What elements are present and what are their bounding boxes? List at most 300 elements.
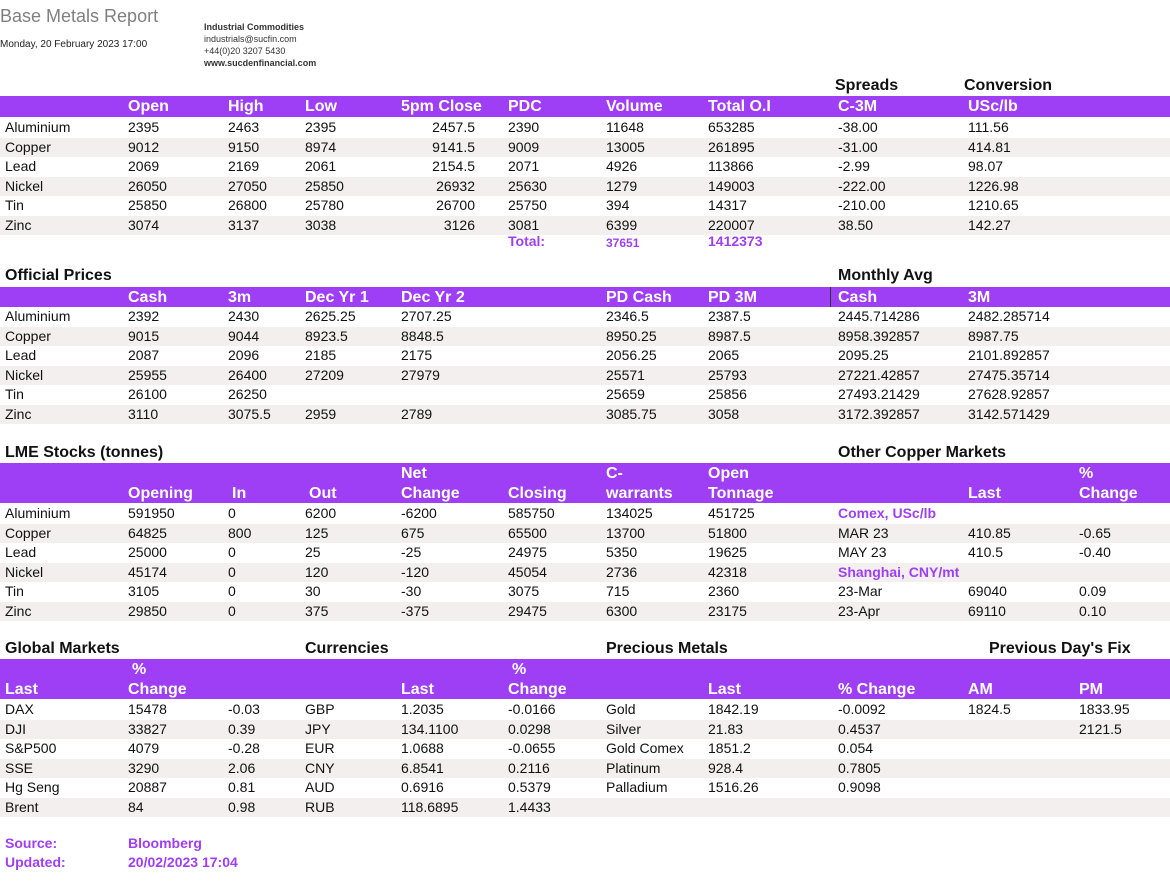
- table-row: [0, 366, 1170, 386]
- c3m-value: 38.50: [838, 216, 874, 233]
- col-3m: 3m: [228, 289, 252, 306]
- close-value: 26700: [436, 197, 475, 213]
- col-opening: Opening: [128, 485, 193, 502]
- net-change-value: -30: [401, 583, 422, 599]
- stocks-header-band: [0, 463, 1170, 503]
- currency-last: 134.1100: [401, 720, 459, 737]
- c3m-value: -2.99: [838, 158, 870, 174]
- oi-value: 220007: [708, 216, 755, 233]
- copper-last-value: 410.5: [968, 544, 1004, 560]
- metal-name: Copper: [5, 524, 51, 541]
- low-value: 2061: [305, 158, 337, 174]
- table-row: [0, 196, 1170, 216]
- currency-last: 118.6895: [401, 798, 459, 815]
- copper-change-value: -0.65: [1079, 524, 1111, 541]
- precious-last: 1842.19: [708, 701, 759, 717]
- closing-value: 24975: [508, 544, 547, 560]
- close-value: 3126: [443, 216, 475, 233]
- metal-name: Nickel: [5, 366, 44, 383]
- table-row: [0, 307, 1170, 327]
- metal-name: Aluminium: [5, 119, 71, 135]
- cwarrants-value: 5350: [606, 544, 638, 560]
- currency-name: RUB: [305, 798, 335, 815]
- col-pd-cash: PD Cash: [606, 289, 672, 306]
- volume-value: 394: [606, 197, 630, 213]
- col-fix-pm: PM: [1079, 681, 1103, 698]
- pd-cash-value: 25659: [606, 386, 645, 402]
- high-value: 2169: [228, 158, 260, 174]
- 3m-value: 26400: [228, 366, 267, 383]
- closing-value: 29475: [508, 602, 547, 619]
- col-ccy-pct-2: Change: [508, 681, 567, 698]
- avg-cash-value: 27221.42857: [838, 366, 920, 383]
- col-out: Out: [309, 485, 337, 502]
- avg-cash-value: 27493.21429: [838, 386, 920, 402]
- metal-name: Aluminium: [5, 505, 71, 521]
- dec-yr1-value: 2625.25: [305, 308, 356, 324]
- tonnage-value: 42318: [708, 563, 747, 580]
- out-value: 30: [305, 583, 321, 599]
- volume-value: 11648: [606, 119, 644, 135]
- col-avg-cash: Cash: [838, 289, 878, 306]
- metal-name: Zinc: [5, 216, 32, 233]
- open-value: 2395: [128, 119, 160, 135]
- precious-name: Gold Comex: [606, 740, 684, 756]
- index-name: S&P500: [5, 740, 57, 756]
- col-total-oi: Total O.I: [708, 98, 771, 115]
- copper-market-name: Comex, USc/lb: [838, 505, 937, 521]
- index-change: 0.39: [228, 720, 256, 737]
- official-header-band: [0, 287, 1170, 307]
- high-value: 2463: [228, 119, 260, 135]
- col-pdc: PDC: [508, 98, 542, 115]
- global-heading: Global Markets: [5, 640, 120, 657]
- dec-yr1-value: 2185: [305, 347, 337, 363]
- dec-yr1-value: 27209: [305, 366, 344, 383]
- copper-market-name: MAY 23: [838, 544, 887, 560]
- avg-3m-value: 27628.92857: [968, 386, 1050, 402]
- table-row: [0, 327, 1170, 347]
- metal-name: Aluminium: [5, 308, 71, 324]
- pdc-value: 3081: [508, 216, 540, 233]
- avg-3m-value: 2101.892857: [968, 347, 1050, 363]
- metal-name: Tin: [5, 583, 24, 599]
- table-row: [0, 543, 1170, 563]
- cwarrants-value: 6300: [606, 602, 638, 619]
- table-row: [0, 216, 1170, 236]
- precious-last: 928.4: [708, 759, 744, 776]
- in-value: 0: [228, 602, 236, 619]
- volume-value: 6399: [606, 216, 638, 233]
- copper-market-name: 23-Mar: [838, 583, 883, 599]
- oi-value: 149003: [708, 177, 755, 194]
- c3m-value: -222.00: [838, 177, 886, 194]
- updated-value: 20/02/2023 17:04: [128, 854, 238, 870]
- table-row: [0, 385, 1170, 405]
- monthly-avg-heading: Monthly Avg: [838, 267, 933, 284]
- 3m-value: 9044: [228, 327, 260, 344]
- in-value: 0: [228, 544, 236, 560]
- copper-markets-heading: Other Copper Markets: [838, 444, 1007, 461]
- currency-change: -0.0166: [508, 701, 556, 717]
- precious-change: 0.4537: [838, 720, 881, 737]
- cash-value: 3110: [128, 405, 159, 422]
- close-value: 9141.5: [432, 138, 475, 155]
- monthly-divider: [830, 287, 831, 307]
- col-5pm-close: 5pm Close: [401, 98, 482, 115]
- uscl-value: 1226.98: [968, 177, 1019, 194]
- index-name: DAX: [5, 701, 34, 717]
- table-row: [0, 563, 1170, 583]
- dec-yr1-value: 8923.5: [305, 327, 348, 344]
- col-net-2: Change: [401, 485, 460, 502]
- currency-change: -0.0655: [508, 740, 556, 756]
- col-open: Open: [128, 98, 169, 115]
- open-value: 3074: [128, 216, 160, 233]
- table-row: [0, 346, 1170, 366]
- fix-pm-value: 1833.95: [1079, 701, 1130, 717]
- copper-market-name: Shanghai, CNY/mt: [838, 563, 960, 580]
- conversion-heading: Conversion: [964, 77, 1053, 94]
- index-last: 20887: [128, 779, 167, 795]
- c3m-value: -38.00: [838, 119, 878, 135]
- table-row: [0, 739, 1170, 759]
- opening-value: 29850: [128, 602, 167, 619]
- avg-cash-value: 2095.25: [838, 347, 889, 363]
- table-row: [0, 138, 1170, 158]
- index-change: 0.81: [228, 779, 256, 795]
- col-low: Low: [305, 98, 337, 115]
- col-global-last: Last: [5, 681, 38, 698]
- pd-3m-value: 8987.5: [708, 327, 751, 344]
- currencies-heading: Currencies: [305, 640, 389, 657]
- table-row: [0, 778, 1170, 798]
- in-value: 0: [228, 505, 236, 521]
- open-value: 25850: [128, 197, 167, 213]
- total-label: Total:: [508, 233, 546, 249]
- dec-yr2-value: 2175: [401, 347, 433, 363]
- col-dec-yr2: Dec Yr 2: [401, 289, 465, 306]
- oi-value: 14317: [708, 197, 747, 213]
- in-value: 0: [228, 583, 236, 599]
- col-ot-2: Tonnage: [708, 485, 774, 502]
- 3m-value: 3075.5: [228, 405, 271, 422]
- contact-website[interactable]: www.sucdenfinancial.com: [204, 58, 317, 68]
- 3m-value: 26250: [228, 386, 267, 402]
- c3m-value: -210.00: [838, 197, 886, 213]
- table-row: [0, 504, 1170, 524]
- metal-name: Tin: [5, 386, 24, 402]
- dec-yr2-value: 8848.5: [401, 327, 444, 344]
- currency-change: 0.0298: [508, 720, 551, 737]
- closing-value: 585750: [508, 505, 555, 521]
- col-ccy-pct-1: %: [512, 661, 527, 678]
- index-name: SSE: [5, 759, 34, 776]
- pd-3m-value: 2065: [708, 347, 740, 363]
- precious-last: 1516.26: [708, 779, 759, 795]
- low-value: 25780: [305, 197, 344, 213]
- col-cw-1: C-: [606, 465, 623, 482]
- contact-dept: Industrial Commodities: [204, 22, 305, 32]
- source-label: Source:: [5, 835, 58, 851]
- copper-change-value: 0.09: [1079, 583, 1107, 599]
- metal-name: Nickel: [5, 177, 44, 194]
- net-change-value: -120: [401, 563, 430, 580]
- oi-value: 653285: [708, 119, 755, 135]
- low-value: 2395: [305, 119, 337, 135]
- pd-3m-value: 3058: [708, 405, 740, 422]
- table-row: [0, 720, 1170, 740]
- net-change-value: -6200: [401, 505, 437, 521]
- table-row: [0, 157, 1170, 177]
- index-last: 33827: [128, 720, 167, 737]
- precious-change: 0.054: [838, 740, 874, 756]
- closing-value: 45054: [508, 563, 547, 580]
- volume-value: 1279: [606, 177, 638, 194]
- index-change: -0.28: [228, 740, 260, 756]
- table-row: [0, 405, 1170, 425]
- col-closing: Closing: [508, 485, 567, 502]
- source-value: Bloomberg: [128, 835, 202, 851]
- opening-value: 591950: [128, 505, 175, 521]
- cash-value: 9015: [128, 327, 160, 344]
- report-title: Base Metals Report: [0, 6, 159, 26]
- precious-last: 1851.2: [708, 740, 751, 756]
- opening-value: 45174: [128, 563, 167, 580]
- high-value: 9150: [228, 138, 260, 155]
- col-ccy-last: Last: [401, 681, 434, 698]
- table-row: [0, 798, 1170, 818]
- contact-email[interactable]: industrials@sucfin.com: [204, 34, 297, 44]
- currency-change: 0.5379: [508, 779, 551, 795]
- low-value: 3038: [305, 216, 337, 233]
- cwarrants-value: 13700: [606, 524, 645, 541]
- currency-last: 6.8541: [401, 759, 444, 776]
- tonnage-value: 51800: [708, 524, 747, 541]
- col-copper-pct-1: %: [1079, 465, 1094, 482]
- opening-value: 64825: [128, 524, 167, 541]
- out-value: 375: [305, 602, 329, 619]
- table-row: [0, 177, 1170, 197]
- copper-market-name: MAR 23: [838, 524, 889, 541]
- copper-change-value: 0.10: [1079, 602, 1107, 619]
- c3m-value: -31.00: [838, 138, 878, 155]
- table-row: [0, 524, 1170, 544]
- pd-cash-value: 3085.75: [606, 405, 657, 422]
- spreads-heading: Spreads: [835, 77, 899, 94]
- pd-3m-value: 2387.5: [708, 308, 751, 324]
- avg-3m-value: 8987.75: [968, 327, 1019, 344]
- out-value: 120: [305, 563, 329, 580]
- pdc-value: 2071: [508, 158, 540, 174]
- dec-yr2-value: 27979: [401, 366, 440, 383]
- precious-name: Gold: [606, 701, 636, 717]
- copper-market-name: 23-Apr: [838, 602, 881, 619]
- index-change: 0.98: [228, 798, 256, 815]
- col-global-pct-1: %: [132, 661, 147, 678]
- col-copper-last: Last: [968, 485, 1001, 502]
- cash-value: 2087: [128, 347, 160, 363]
- precious-change: 0.7805: [838, 759, 881, 776]
- index-last: 15478: [128, 701, 167, 717]
- dec-yr2-value: 2707.25: [401, 308, 452, 324]
- volume-value: 13005: [606, 138, 645, 155]
- uscl-value: 414.81: [968, 138, 1011, 155]
- oi-value: 113866: [708, 158, 754, 174]
- metal-name: Copper: [5, 327, 51, 344]
- high-value: 3137: [228, 216, 260, 233]
- table-row: [0, 602, 1170, 622]
- table-row: [0, 582, 1170, 602]
- index-name: DJI: [5, 720, 26, 737]
- table-row: [0, 759, 1170, 779]
- metal-name: Zinc: [5, 602, 32, 619]
- pd-3m-value: 25856: [708, 386, 747, 402]
- net-change-value: -375: [401, 602, 430, 619]
- currency-name: JPY: [305, 720, 331, 737]
- copper-last-value: 69040: [968, 583, 1007, 599]
- metal-name: Nickel: [5, 563, 44, 580]
- out-value: 125: [305, 524, 329, 541]
- col-global-pct-2: Change: [128, 681, 187, 698]
- currency-change: 1.4433: [508, 798, 551, 815]
- pd-cash-value: 2346.5: [606, 308, 649, 324]
- metal-name: Lead: [5, 347, 37, 363]
- uscl-value: 142.27: [968, 216, 1011, 233]
- pd-cash-value: 25571: [606, 366, 645, 383]
- col-pm-last: Last: [708, 681, 741, 698]
- open-value: 9012: [128, 138, 160, 155]
- index-name: Brent: [5, 798, 39, 815]
- pd-cash-value: 8950.25: [606, 327, 657, 344]
- fix-heading: Previous Day's Fix: [989, 640, 1131, 657]
- currency-name: AUD: [305, 779, 335, 795]
- close-value: 2457.5: [432, 119, 475, 135]
- currency-last: 1.0688: [401, 740, 444, 756]
- col-volume: Volume: [606, 98, 663, 115]
- col-pd-3m: PD 3M: [708, 289, 757, 306]
- copper-last-value: 410.85: [968, 524, 1011, 541]
- opening-value: 3105: [128, 583, 160, 599]
- col-pm-change: % Change: [838, 681, 916, 698]
- index-change: 2.06: [228, 759, 256, 776]
- avg-cash-value: 2445.714286: [838, 308, 920, 324]
- precious-heading: Precious Metals: [606, 640, 728, 657]
- open-value: 26050: [128, 177, 167, 194]
- in-value: 800: [228, 524, 252, 541]
- index-last: 84: [128, 798, 144, 815]
- cash-value: 2392: [128, 308, 160, 324]
- col-dec-yr1: Dec Yr 1: [305, 289, 369, 306]
- table-row: [0, 118, 1170, 138]
- uscl-value: 111.56: [968, 119, 1009, 135]
- opening-value: 25000: [128, 544, 167, 560]
- index-last: 3290: [128, 759, 160, 776]
- in-value: 0: [228, 563, 236, 580]
- cash-value: 25955: [128, 366, 167, 383]
- updated-label: Updated:: [5, 854, 66, 870]
- oi-value: 261895: [708, 138, 755, 155]
- 3m-value: 2096: [228, 347, 260, 363]
- cwarrants-value: 715: [606, 583, 630, 599]
- pd-3m-value: 25793: [708, 366, 747, 383]
- high-value: 27050: [228, 177, 267, 194]
- volume-value: 4926: [606, 158, 638, 174]
- metal-name: Copper: [5, 138, 51, 155]
- copper-change-value: -0.40: [1079, 544, 1111, 560]
- net-change-value: 675: [401, 524, 425, 541]
- tonnage-value: 23175: [708, 602, 747, 619]
- tonnage-value: 2360: [708, 583, 740, 599]
- metal-name: Zinc: [5, 405, 32, 422]
- contact-phone: +44(0)20 3207 5430: [204, 46, 286, 56]
- closing-value: 3075: [508, 583, 540, 599]
- metal-name: Lead: [5, 544, 37, 560]
- precious-last: 21.83: [708, 720, 744, 737]
- tonnage-value: 451725: [708, 505, 755, 521]
- avg-3m-value: 27475.35714: [968, 366, 1050, 383]
- uscl-value: 1210.65: [968, 197, 1019, 213]
- avg-cash-value: 8958.392857: [838, 327, 920, 344]
- cwarrants-value: 134025: [606, 505, 653, 521]
- precious-change: -0.0092: [838, 701, 886, 717]
- close-value: 2154.5: [432, 158, 475, 174]
- contact-block: [204, 21, 316, 69]
- avg-3m-value: 3142.571429: [968, 405, 1050, 422]
- fix-pm-value: 2121.5: [1079, 720, 1122, 737]
- precious-name: Platinum: [606, 759, 661, 776]
- tonnage-value: 19625: [708, 544, 747, 560]
- pdc-value: 25750: [508, 197, 547, 213]
- avg-3m-value: 2482.285714: [968, 308, 1050, 324]
- report-date: Monday, 20 February 2023 17:00: [0, 39, 148, 50]
- high-value: 26800: [228, 197, 267, 213]
- col-avg-3m: 3M: [968, 289, 991, 306]
- currency-name: CNY: [305, 759, 335, 776]
- total-oi: 1412373: [708, 233, 763, 249]
- copper-last-value: 69110: [968, 602, 1006, 619]
- out-value: 25: [305, 544, 321, 560]
- precious-name: Palladium: [606, 779, 668, 795]
- total-volume: 37651: [606, 236, 640, 250]
- avg-cash-value: 3172.392857: [838, 405, 920, 422]
- col-in: In: [232, 485, 247, 502]
- currency-last: 0.6916: [401, 779, 444, 795]
- currency-change: 0.2116: [508, 759, 550, 776]
- low-value: 25850: [305, 177, 344, 194]
- col-net-1: Net: [401, 465, 427, 482]
- open-value: 2069: [128, 158, 160, 174]
- stocks-heading: LME Stocks (tonnes): [5, 444, 164, 461]
- metal-name: Tin: [5, 197, 24, 213]
- cwarrants-value: 2736: [606, 563, 638, 580]
- pdc-value: 2390: [508, 119, 540, 135]
- index-change: -0.03: [228, 701, 260, 717]
- precious-name: Silver: [606, 720, 642, 737]
- index-last: 4079: [128, 740, 160, 756]
- pdc-value: 9009: [508, 138, 540, 155]
- close-value: 26932: [436, 177, 475, 194]
- col-cw-2: warrants: [606, 485, 673, 502]
- net-change-value: -25: [401, 544, 422, 560]
- 3m-value: 2430: [228, 308, 260, 324]
- col-copper-pct-2: Change: [1079, 485, 1138, 502]
- col-high: High: [228, 98, 264, 115]
- table-row: [0, 700, 1170, 720]
- currency-last: 1.2035: [401, 701, 444, 717]
- currency-name: EUR: [305, 740, 335, 756]
- col-uscl: USc/lb: [968, 98, 1018, 115]
